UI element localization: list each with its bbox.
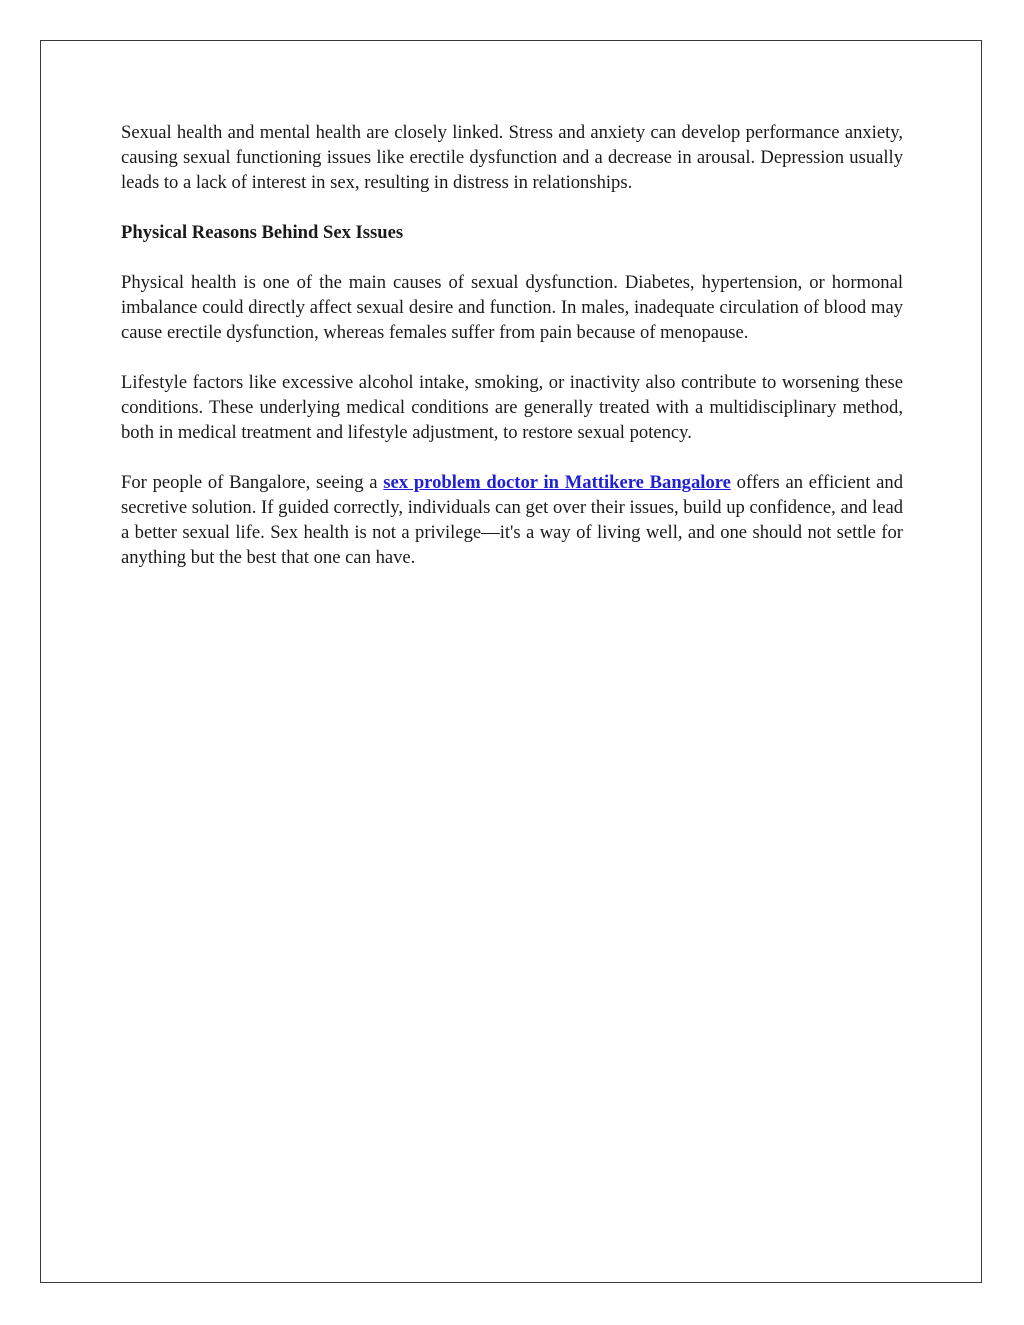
paragraph-bangalore-rest: offers an efficient and secretive solution. If guided correctly, individuals can get over their issues, build up confidence, and lead a better sexual life. Sex health is not a privilege—it's a way of living well, and one should not settle for anything but the best that one can have. bbox=[121, 472, 903, 568]
document-body bbox=[121, 120, 903, 595]
doctor-link[interactable]: sex problem doctor in Mattikere Bangalore bbox=[383, 472, 731, 493]
paragraph-physical-health: Physical health is one of the main causes of sexual dysfunction. Diabetes, hypertension, or hormonal imbalance could directly affect sexual desire and function. In males, inadequate circulation of blood may cause erectile dysfunction, whereas females suffer from pain because of menopause. bbox=[121, 272, 903, 343]
paragraph-mental-health: Sexual health and mental health are closely linked. Stress and anxiety can develop performance anxiety, causing sexual functioning issues like erectile dysfunction and a decrease in arousal. Depression usually leads to a lack of interest in sex, resulting in distress in relationships. bbox=[121, 122, 903, 193]
paragraph-bangalore-intro: For people of Bangalore, seeing a bbox=[121, 472, 384, 493]
paragraph-bangalore bbox=[121, 470, 903, 570]
paragraph-lifestyle-factors: Lifestyle factors like excessive alcohol intake, smoking, or inactivity also contribute to worsening these conditions. These underlying medical conditions are generally treated with a multidisciplinary method, both in medical treatment and lifestyle adjustment, to restore sexual potency. bbox=[121, 372, 903, 443]
section-heading-physical-reasons: Physical Reasons Behind Sex Issues bbox=[121, 222, 404, 243]
